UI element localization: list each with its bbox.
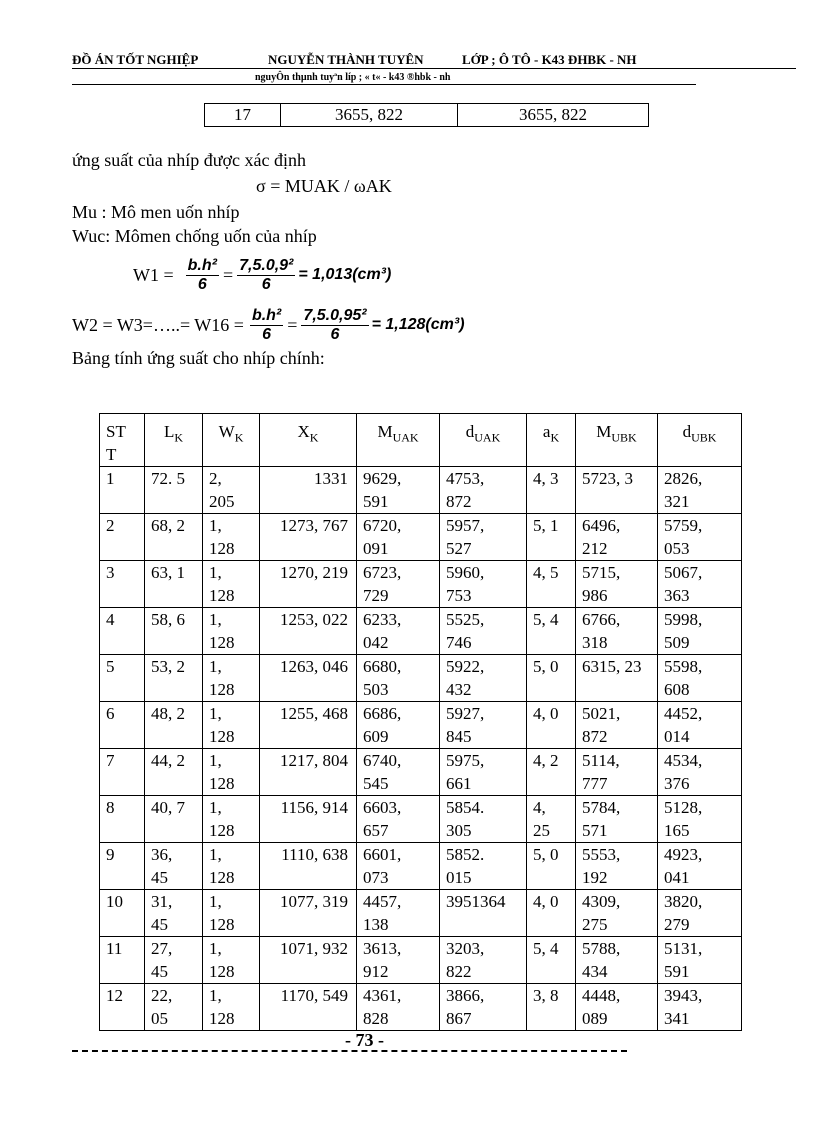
header-lk: $L_K$ xyxy=(145,414,203,467)
table-cell: 1, 128 xyxy=(203,749,260,796)
header-author: NGUYỄN THÀNH TUYÊN xyxy=(268,52,424,67)
table-cell: 5525, 746 xyxy=(440,608,527,655)
mu-definition: Mu : Mô men uốn nhíp xyxy=(72,202,240,222)
table-cell: 6720, 091 xyxy=(357,514,440,561)
wuc-definition: Wuc: Mômen chống uốn của nhíp xyxy=(72,226,317,246)
table-cell: 4, 3 xyxy=(527,467,576,514)
w1-numerator-values: 7,5.0,9² xyxy=(239,256,294,274)
table-cell: 44, 2 xyxy=(145,749,203,796)
table-row xyxy=(100,937,742,984)
table-cell: 3951364 xyxy=(440,890,527,937)
w1-denominator-values: 6 xyxy=(261,275,271,293)
table-cell: 4, 2 xyxy=(527,749,576,796)
table-cell: 4 xyxy=(100,608,145,655)
table-cell: 3866, 867 xyxy=(440,984,527,1031)
w2-numerator: b.h² xyxy=(251,306,282,324)
table-cell: 5759, 053 xyxy=(658,514,742,561)
table-cell: 4457, 138 xyxy=(357,890,440,937)
table-cell: 5922, 432 xyxy=(440,655,527,702)
table-cell: 3203, 822 xyxy=(440,937,527,984)
table-cell: 1077, 319 xyxy=(260,890,357,937)
table-cell: 4448, 089 xyxy=(576,984,658,1031)
table-cell: 5852. 015 xyxy=(440,843,527,890)
table-cell: 5, 0 xyxy=(527,843,576,890)
table-row xyxy=(100,561,742,608)
table-cell: 5, 1 xyxy=(527,514,576,561)
table-row xyxy=(100,655,742,702)
table-row xyxy=(100,514,742,561)
table-cell: 3613, 912 xyxy=(357,937,440,984)
table-cell: 1263, 046 xyxy=(260,655,357,702)
table-cell: 12 xyxy=(100,984,145,1031)
w2-denominator-values: 6 xyxy=(330,325,340,343)
table-header-row xyxy=(100,414,742,467)
table-cell: 5960, 753 xyxy=(440,561,527,608)
table-cell: 5975, 661 xyxy=(440,749,527,796)
header-mubk: $M_{UBK}$ xyxy=(576,414,658,467)
table-row xyxy=(100,467,742,514)
table-cell: 6740, 545 xyxy=(357,749,440,796)
table-row xyxy=(205,104,649,127)
intro-text: ứng suất của nhíp được xác định xyxy=(72,150,306,170)
table-row xyxy=(100,796,742,843)
w2-fraction-values xyxy=(301,307,368,344)
table-cell: 5723, 3 xyxy=(576,467,658,514)
table-cell: 5598, 608 xyxy=(658,655,742,702)
table-cell: 5957, 527 xyxy=(440,514,527,561)
table-cell: 40, 7 xyxy=(145,796,203,843)
table-cell: 5128, 165 xyxy=(658,796,742,843)
table-cell: 5715, 986 xyxy=(576,561,658,608)
w2-fraction xyxy=(250,307,283,344)
table-cell: 5788, 434 xyxy=(576,937,658,984)
table-cell: 5021, 872 xyxy=(576,702,658,749)
table-cell: 6686, 609 xyxy=(357,702,440,749)
table-cell: 1, 128 xyxy=(203,561,260,608)
table-cell: 2, 205 xyxy=(203,467,260,514)
table-cell: 6315, 23 xyxy=(576,655,658,702)
table-cell: 31, 45 xyxy=(145,890,203,937)
table-cell: 3820, 279 xyxy=(658,890,742,937)
w2-denominator: 6 xyxy=(262,325,272,343)
table-cell: 72. 5 xyxy=(145,467,203,514)
continuation-table xyxy=(204,103,649,127)
table-cell: 5131, 591 xyxy=(658,937,742,984)
table-cell: 5854. 305 xyxy=(440,796,527,843)
table-cell: 4, 0 xyxy=(527,702,576,749)
header-ak: $a_K$ xyxy=(527,414,576,467)
table-cell: 6603, 657 xyxy=(357,796,440,843)
table-cell: 4923, 041 xyxy=(658,843,742,890)
header-muak: $M_{UAK}$ xyxy=(357,414,440,467)
table-cell: 5114, 777 xyxy=(576,749,658,796)
table-cell: 1, 128 xyxy=(203,796,260,843)
table-row xyxy=(100,749,742,796)
w2-result: = 1,128(cm³) xyxy=(371,316,465,333)
table-cell: 5, 4 xyxy=(527,608,576,655)
table-cell: 5, 0 xyxy=(527,655,576,702)
stress-table xyxy=(99,413,742,1031)
table-cell: 68, 2 xyxy=(145,514,203,561)
table-cell: 53, 2 xyxy=(145,655,203,702)
table-cell: 22, 05 xyxy=(145,984,203,1031)
header-xk: $X_K$ xyxy=(260,414,357,467)
table-cell: 9 xyxy=(100,843,145,890)
w1-formula xyxy=(133,252,391,298)
header-class: LỚP ; Ô TÔ - K43 ĐHBK - NH xyxy=(462,52,637,67)
w2-label: W2 = W3=…..= W16 = xyxy=(72,314,244,335)
table-cell: 5 xyxy=(100,655,145,702)
table-cell: 3, 8 xyxy=(527,984,576,1031)
table-body xyxy=(100,467,742,1031)
table-cell: 1, 128 xyxy=(203,702,260,749)
table-cell: 6233, 042 xyxy=(357,608,440,655)
footer-rule xyxy=(72,1050,627,1052)
table-cell: 6496, 212 xyxy=(576,514,658,561)
table-cell: 4, 25 xyxy=(527,796,576,843)
table-cell: 8 xyxy=(100,796,145,843)
table-cell: 9629, 591 xyxy=(357,467,440,514)
header-rule xyxy=(72,68,796,69)
sigma-formula: σ = MUAK / ωAK xyxy=(256,176,392,196)
table-cell: 1156, 914 xyxy=(260,796,357,843)
table-cell: 1331 xyxy=(260,467,357,514)
table-cell: 27, 45 xyxy=(145,937,203,984)
table-cell: 1, 128 xyxy=(203,890,260,937)
table-cell: 4753, 872 xyxy=(440,467,527,514)
w1-result: = 1,013(cm³) xyxy=(298,266,392,283)
table-title: Bảng tính ứng suất cho nhíp chính: xyxy=(72,348,325,368)
w2-formula xyxy=(72,302,465,348)
table-cell: 3943, 341 xyxy=(658,984,742,1031)
table-row xyxy=(100,608,742,655)
table-cell: 4, 0 xyxy=(527,890,576,937)
table-cell: 63, 1 xyxy=(145,561,203,608)
table-cell: 1, 128 xyxy=(203,608,260,655)
w2-numerator-values: 7,5.0,95² xyxy=(303,306,367,324)
table-cell: 4, 5 xyxy=(527,561,576,608)
table-cell: 1, 128 xyxy=(203,843,260,890)
table-cell: 3 xyxy=(100,561,145,608)
table-cell: 36, 45 xyxy=(145,843,203,890)
equals-sign: = xyxy=(287,314,298,335)
table-cell: 7 xyxy=(100,749,145,796)
table-cell: 3655, 822 xyxy=(281,104,458,127)
table-cell: 1071, 932 xyxy=(260,937,357,984)
w1-fraction xyxy=(186,257,219,294)
table-cell: 6766, 318 xyxy=(576,608,658,655)
table-cell: 1270, 219 xyxy=(260,561,357,608)
table-cell: 4534, 376 xyxy=(658,749,742,796)
table-row xyxy=(100,702,742,749)
subheader-rule xyxy=(72,84,696,85)
w1-numerator: b.h² xyxy=(187,256,217,274)
table-cell: 17 xyxy=(205,104,281,127)
header-subheader: nguyÔn thµnh tuyªn líp ; « t« - k43 ®hbk - nh xyxy=(255,72,451,83)
table-cell: 1, 128 xyxy=(203,984,260,1031)
table-cell: 5927, 845 xyxy=(440,702,527,749)
table-cell: 4452, 014 xyxy=(658,702,742,749)
equals-sign: = xyxy=(222,264,234,285)
table-cell: 5998, 509 xyxy=(658,608,742,655)
w1-fraction-values xyxy=(237,257,295,294)
header-project: ĐỒ ÁN TỐT NGHIỆP xyxy=(72,52,199,67)
table-cell: 1253, 022 xyxy=(260,608,357,655)
header-stt: ST T xyxy=(100,414,145,467)
table-cell: 4309, 275 xyxy=(576,890,658,937)
table-row xyxy=(100,843,742,890)
table-cell: 5067, 363 xyxy=(658,561,742,608)
table-cell: 1217, 804 xyxy=(260,749,357,796)
table-cell: 5784, 571 xyxy=(576,796,658,843)
table-row xyxy=(100,890,742,937)
table-cell: 1 xyxy=(100,467,145,514)
table-cell: 1170, 549 xyxy=(260,984,357,1031)
w1-denominator: 6 xyxy=(197,275,207,293)
table-cell: 1255, 468 xyxy=(260,702,357,749)
table-row xyxy=(100,984,742,1031)
table-cell: 6680, 503 xyxy=(357,655,440,702)
table-cell: 2826, 321 xyxy=(658,467,742,514)
table-cell: 58, 6 xyxy=(145,608,203,655)
table-cell: 2 xyxy=(100,514,145,561)
table-cell: 3655, 822 xyxy=(458,104,649,127)
table-cell: 1, 128 xyxy=(203,937,260,984)
table-cell: 6723, 729 xyxy=(357,561,440,608)
table-cell: 6601, 073 xyxy=(357,843,440,890)
table-cell: 5, 4 xyxy=(527,937,576,984)
table-cell: 1, 128 xyxy=(203,655,260,702)
w1-label: W1 = xyxy=(133,264,174,285)
table-cell: 1110, 638 xyxy=(260,843,357,890)
table-cell: 5553, 192 xyxy=(576,843,658,890)
table-cell: 10 xyxy=(100,890,145,937)
table-cell: 11 xyxy=(100,937,145,984)
header-wk: $W_K$ xyxy=(203,414,260,467)
table-cell: 1, 128 xyxy=(203,514,260,561)
table-cell: 6 xyxy=(100,702,145,749)
table-cell: 1273, 767 xyxy=(260,514,357,561)
header-dubk: $d_{UBK}$ xyxy=(658,414,742,467)
page-number: - 73 - xyxy=(345,1030,384,1050)
table-cell: 4361, 828 xyxy=(357,984,440,1031)
table-cell: 48, 2 xyxy=(145,702,203,749)
header-duak: $d_{UAK}$ xyxy=(440,414,527,467)
